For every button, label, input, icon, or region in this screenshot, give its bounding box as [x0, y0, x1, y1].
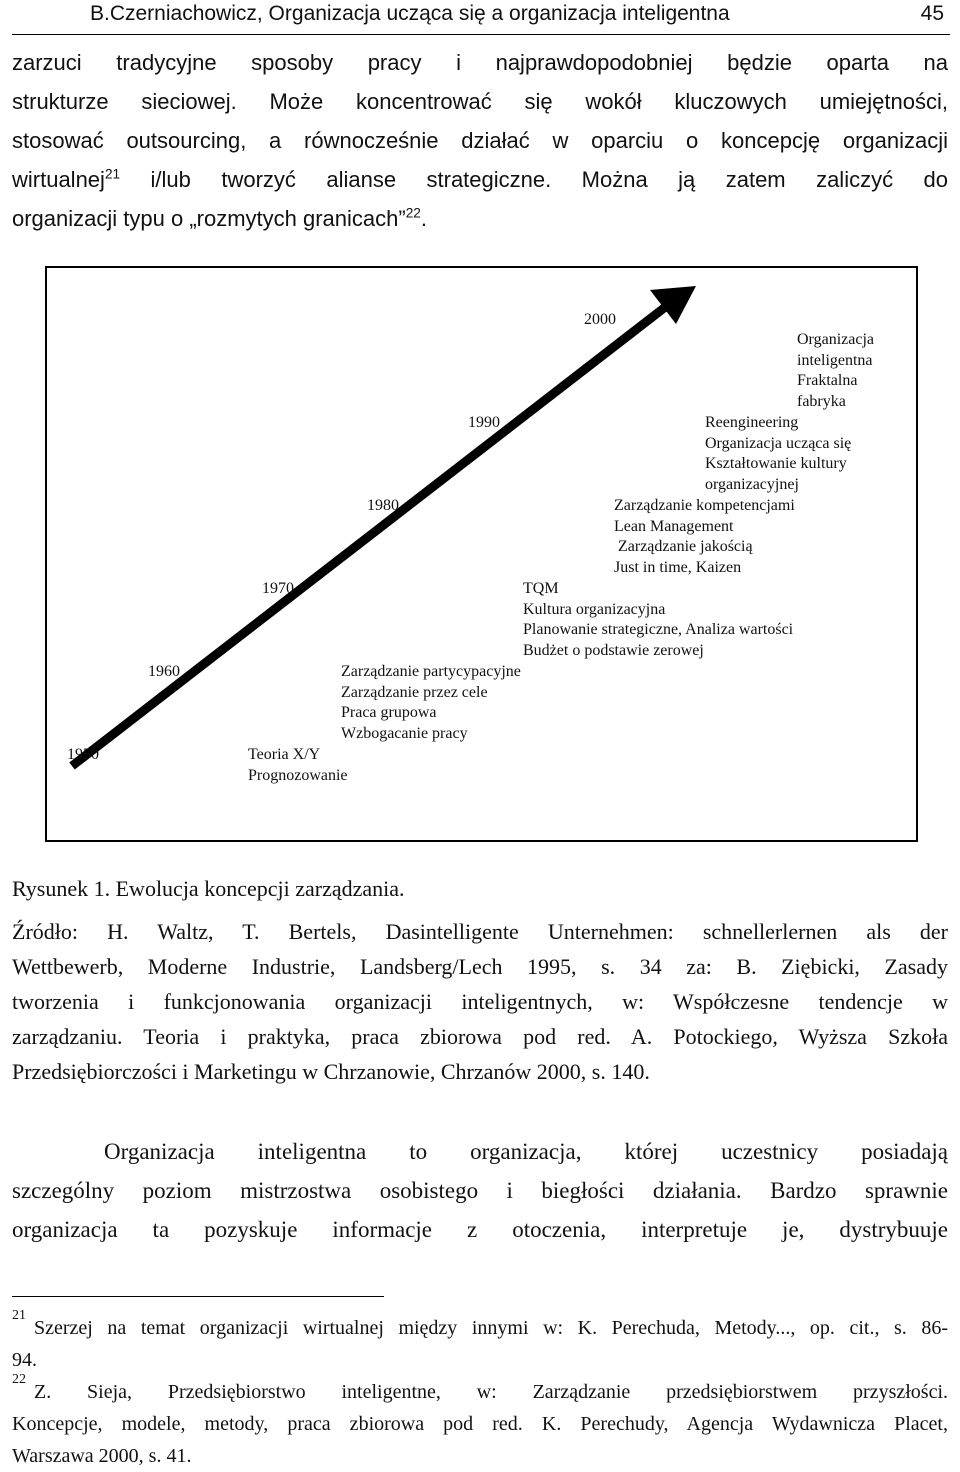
year-label: 1980	[367, 497, 399, 514]
footnote-marker: 21	[12, 1308, 26, 1323]
footnote-marker: 22	[12, 1372, 26, 1387]
concept-label: Reengineering	[705, 414, 799, 431]
footnote-line: Szerzej na temat organizacji wirtualnej między innymi w: K. Perechuda, Metody..., op. cit., s. 86-	[34, 1317, 948, 1339]
concept-label: Organizacja	[797, 331, 874, 348]
concept-label: Budżet o podstawie zerowej	[523, 642, 704, 660]
concept-label: Lean Management	[614, 517, 734, 535]
body-line: szczególny poziom mistrzostwa osobistego i biegłości działania. Bardzo sprawnie	[12, 1178, 948, 1203]
concept-label: Planowanie strategiczne, Analiza wartości	[523, 621, 794, 639]
concept-label: Prognozowanie	[248, 766, 348, 784]
intro-line: wirtualnej$^{21}$ i/lub tworzyć alianse strategiczne. Można ją zatem zaliczyć do	[12, 166, 948, 192]
running-title: B.Czerniachowicz, Organizacja ucząca się a organizacja inteligentna	[90, 2, 730, 25]
footnote-line: 94.	[12, 1349, 37, 1371]
year-label: 1950	[67, 746, 99, 763]
concept-label: Kultura organizacyjna	[523, 600, 666, 618]
year-label: 1960	[148, 663, 180, 680]
figure-caption: Rysunek 1. Ewolucja koncepcji zarządzania.	[12, 876, 405, 901]
concepts-2000	[797, 330, 874, 413]
year-label: 1970	[262, 580, 294, 597]
concept-label: inteligentna	[797, 351, 873, 369]
body-line: Organizacja inteligentna to organizacja, której uczestnicy posiadają	[104, 1139, 948, 1164]
concept-label: Teoria X/Y	[248, 746, 321, 763]
concept-label: organizacyjnej	[705, 476, 799, 494]
intro-line: strukturze sieciowej. Może koncentrować się wokół kluczowych umiejętności,	[12, 89, 948, 114]
concepts-1980	[614, 496, 795, 579]
source-line: Źródło: H. Waltz, T. Bertels, Dasintelligente Unternehmen: schnellerlernen als der	[12, 919, 948, 944]
management-evolution-diagram	[45, 266, 918, 842]
source-line: zarządzaniu. Teoria i praktyka, praca zbiorowa pod red. A. Potockiego, Wyższa Szkoła	[12, 1024, 948, 1049]
footnote-separator	[12, 1296, 384, 1297]
body-paragraph	[12, 1132, 948, 1249]
intro-line: zarzuci tradycyjne sposoby pracy i najprawdopodobniej będzie oparta na	[12, 50, 948, 75]
concept-label: Fraktalna	[797, 372, 858, 390]
concept-label: Zarządzanie przez cele	[341, 683, 488, 701]
concept-label: Zarządzanie jakością	[614, 538, 753, 556]
footnote-22	[12, 1372, 948, 1472]
concept-label: Just in time, Kaizen	[614, 559, 742, 577]
page-number: 45	[920, 2, 944, 25]
body-line: organizacja ta pozyskuje informacje z otoczenia, interpretuje je, dystrybuuje	[12, 1217, 948, 1242]
footnote-21	[12, 1308, 948, 1376]
footnote-ref-22[interactable]: 22	[405, 205, 421, 221]
intro-line: organizacji typu o „rozmytych granicach”$^{22}$.	[12, 205, 427, 231]
concepts-1970	[523, 579, 793, 662]
intro-line: stosować outsourcing, a równocześnie działać w oparciu o koncepcję organizacji	[12, 128, 948, 153]
footnote-line: Koncepcje, modele, metody, praca zbiorowa pod red. K. Perechudy, Agencja Wydawnicza Placet,	[12, 1413, 948, 1435]
year-label: 2000	[584, 311, 616, 328]
footnote-line: Warszawa 2000, s. 41.	[12, 1445, 192, 1467]
footnote-line: Z. Sieja, Przedsiębiorstwo inteligentne, w: Zarządzanie przedsiębiorstwem przyszłości.	[34, 1381, 948, 1403]
source-line: Wettbewerb, Moderne Industrie, Landsberg/Lech 1995, s. 34 za: B. Ziębicki, Zasady	[12, 954, 948, 979]
concept-label: Zarządzanie kompetencjami	[614, 497, 795, 514]
concepts-1960	[341, 662, 521, 745]
concepts-1990	[705, 413, 851, 496]
concept-label: TQM	[523, 580, 559, 597]
intro-paragraph	[12, 43, 948, 238]
concept-label: Praca grupowa	[341, 704, 437, 722]
concept-label: Zarządzanie partycypacyjne	[341, 663, 521, 680]
source-line: tworzenia i funkcjonowania organizacji inteligentnych, w: Współczesne tendencje w	[12, 989, 948, 1014]
concepts-1950	[248, 745, 348, 786]
concept-label: fabryka	[797, 393, 846, 411]
footnote-ref-21[interactable]: 21	[104, 166, 121, 182]
year-label: 1990	[468, 414, 500, 431]
page-header	[12, 0, 950, 35]
figure-source	[12, 914, 948, 1089]
source-line: Przedsiębiorczości i Marketingu w Chrzanowie, Chrzanów 2000, s. 140.	[12, 1059, 650, 1084]
concept-label: Organizacja ucząca się	[705, 434, 852, 452]
concept-label: Kształtowanie kultury	[705, 455, 847, 473]
concept-label: Wzbogacanie pracy	[341, 725, 468, 743]
